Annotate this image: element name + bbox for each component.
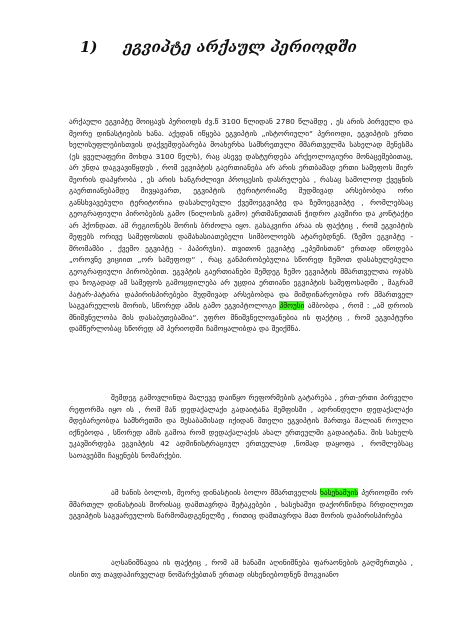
highlighted-word: ხასეხამუის [319,488,359,498]
body-paragraph-4 [69,557,413,580]
section-title: ეგვიპტე არქაულ პერიოდში [123,38,357,56]
body-paragraph-1 [69,116,413,335]
paragraph-text: ამბობდა , რომ : „ამ დროის მნიშვნელობა მის დასაბუთებაშია“. უფრო მნიშვნელოვანებია ის ფაქტიც , რომ ეგვიპტური დამწერლობაც სწორედ ამ პერიოდში ჩამოყალიბდა და შეიქმნა. [69,301,413,334]
paragraph-text: ამ ხანის ბოლოს, მეორე დინასტიის ბოლო მმართველის [111,488,320,498]
paragraph-text: აღსანიშნავია ის ფაქტიც , რომ ამ ხანაში აღინიშნება ფარაონების გაღმერთება , ისინი თუ თავდაპირველად ნომარქებთან ერთად ისხენიებოდნენ მოგვიანო [69,558,413,579]
paragraph-text: შემდეგ გამოვლინდა მალევე დაიწყო რეფორმების გატარება , ერთ-ერთი პირველი რეფორმა იყო ის , რომ მან დედაქალაქი გადაიტანა მემფისში , ადრინდელი დედაქალაქი მდებარეობდა სამხრეთში და შესაბამისად იქიდან მთელი ეგვიპტის მართვა მალიან როული იქნებოდა , სწორედ ამის გამოა რომ დედაქალაქის ახალ ერთეულში გადაიტანა. შის სახელს უკავშირდება ეგვიპტის 42 ადმინისტრაციულ ერთეულად ,ნომად დაყოფა , რომლებსაც საოავებში ჩაყენებს ნომარქები. [69,393,413,460]
paragraph-text: არქაული ეგვიპტე მოიცავს პერიოდს ძვ.წ 3100 წლიდან 2780 წლამდე , ეს არის პირველი და მეორე დინასტიების ხანა. აქედან იწყება ეგვიპტის „ისტორიული“ პერიოდი, ეგვიპტის ერთი ხელისუფლებისთვის დაქვემდებარება მოახერხა სამხრეთული მმართველმა სახელად მენესმა (ეს ყველაფერი მოხდა 3100 წელს), რაც ასევე დასტურდება არქეოლოგიური მონაცემებითაც, არ უნდა დაგვავიწყდეს , რომ ეგვიპტის გაერთიანება არ არის ერთბაშად ერთი სამეფოს მიერ მეორის დაპყრობა , ეს არის ხანგრძლივი პროცესის დასრულება , რასაც სამოლოდ ქვეყნის გაერთიანებამდე მივყავართ, ეგვიპტის ტერიტორიაზე მუდმივად არსებობდა ორი განსხვავებული ტერიტორია დასახლებული ქვემოეგვიპტე და ზემოეგვიპტე , რომლებსაც გეოგრაფიული პირობების გამო (ნილოსის გამო) ერთმანეთთან ჭიდრო კავშირი და კონტაქტი არ ჰქონდათ. ამ რეგიონებს შორის ბრძოლა იყო. გასაკვირი არაა ის ფაქტიც , რომ ეგვიპტის მეფებს ორივე სამეფოსთის დამახასიათებელი სიმბოლოებს ატარებდნენ. (ზემო ეგვიპტე - შრომამბი , ქვემო ეგვიპტე - პაპირუსი). თვითონ ეგვიპტე „ეპემისთან“ ერთად იწოდება „ოროვნე ვიციით „ორ სამეფოდ“ , რაც განპირობებულია სწორედ ზემოთ დასახელებული გეოგრაფიული პირობებით. ეგვპტის გაერთიანები შემდეგ ზემო ეგვიპტის მმართველთა ოჯახს და ზოგადად ამ სამეფოს გამოცდილება არ უცდია ერთიანი ეგვიპტის სამეფოსადმი , მაგრამ პატარ-პატარა დაპირისპირებები მუდმივად არსებობდა და მიმდინარეობდა ორ მმართველ საგვარეულოს შორის, სწორედ ამის გამო ეგვიპტოლოგი [69,117,413,311]
section-number: 1) [80,38,98,56]
body-paragraph-2 [69,392,413,461]
highlighted-word: პმოუსი [279,301,305,311]
paragraph-text: პერიოდში ორ მმართელ დინასტიას შორისაც დამთავრდა შეტაკებები , ხასეხამუი დაქორწინდა ჩრდილოეთ ეგვიპტის საგვარეულოს წარმომადგენელზე , რითიც დამთავრდა მათ შორის დაპირისპირება [69,488,413,521]
body-paragraph-3 [69,487,413,522]
section-heading [80,38,357,56]
